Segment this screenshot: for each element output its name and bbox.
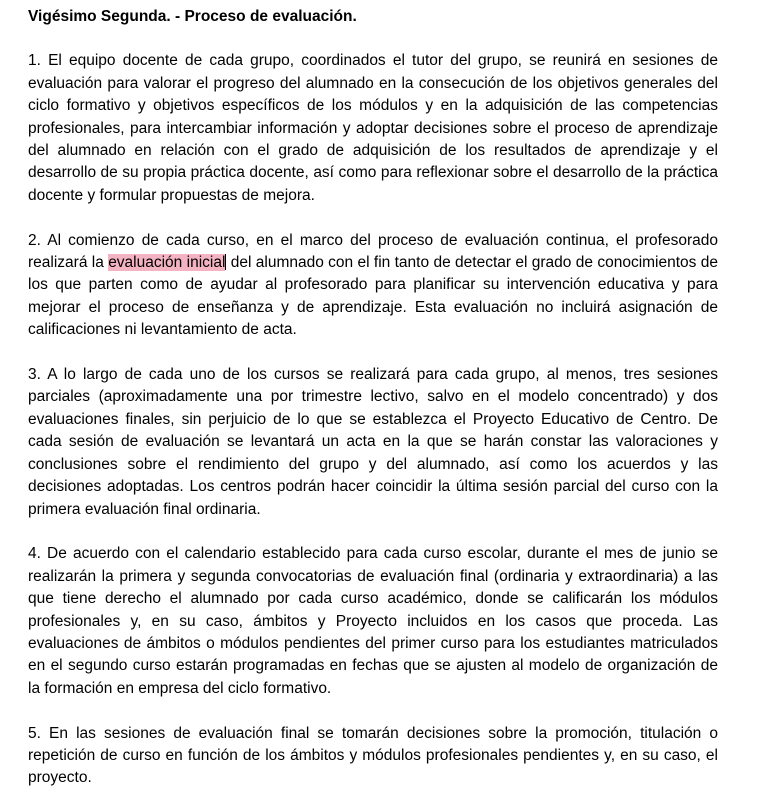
paragraph-1[interactable]: 1. El equipo docente de cada grupo, coordinados el tutor del grupo, se reunirá en sesiones de evaluación para valorar el progreso del alumnado en la consecución de los objetivos generales del ciclo formativo y objetivos específicos de los módulos y en la adquisición de las competencias profesionales, para intercambiar información y adoptar decisiones sobre el proceso de aprendizaje del alumnado en relación con el grado de adquisición de los resultados de aprendizaje y el desarrollo de su propia práctica docente, así como para reflexionar sobre el desarrollo de la práctica docente y formular propuestas de mejora. bbox=[28, 52, 718, 204]
document-title: Vigésimo Segunda. - Proceso de evaluación. bbox=[28, 8, 357, 25]
paragraph-2[interactable] bbox=[28, 230, 718, 342]
paragraph-3[interactable]: 3. A lo largo de cada uno de los cursos se realizará para cada grupo, al menos, tres sesiones parciales (aproximadamente una por trimestre lectivo, salvo en el modelo concentrado) y dos evaluaciones finales, sin perjuicio de lo que se establezca el Proyecto Educativo de Centro. De cada sesión de evaluación se levantará un acta en la que se harán constar las valoraciones y conclusiones sobre el rendimiento del grupo y del alumnado, así como los acuerdos y las decisiones adoptadas. Los centros podrán hacer coincidir la última sesión parcial del curso con la primera evaluación final ordinaria. bbox=[28, 366, 718, 518]
paragraph-2-after: del alumnado con el fin tanto de detectar el grado de conocimientos de los que parten como de ayudar al profesorado para planificar su intervención educativa y para mejorar el proceso de enseñanza y de aprendizaje. Esta evaluación no incluirá asignación de calificaciones ni levantamiento de acta. bbox=[28, 254, 718, 339]
document-body bbox=[28, 6, 718, 812]
paragraph-5[interactable]: 5. En las sesiones de evaluación final se tomarán decisiones sobre la promoción, titulación o repetición de curso en función de los ámbitos y módulos profesionales pendientes y, en su caso, el proyecto. bbox=[28, 724, 718, 787]
paragraph-2-before: 2. Al comienzo de cada curso, en el marco del proceso de evaluación continua, el profesorado realizará la bbox=[28, 231, 718, 272]
paragraph-4[interactable]: 4. De acuerdo con el calendario establecido para cada curso escolar, durante el mes de junio se realizarán la primera y segunda convocatorias de evaluación final (ordinaria y extraordinaria) a las que tiene derecho el alumnado por cada curso académico, donde se calificarán los módulos profesionales y, en su caso, ámbitos y Proyecto incluidos en los casos que proceda. Las evaluaciones de ámbitos o módulos pendientes del primer curso para los estudiantes matriculados en el segundo curso estarán programadas en fechas que se ajusten al modelo de organización de la formación en empresa del ciclo formativo. bbox=[28, 545, 718, 697]
selected-text-highlight[interactable]: evaluación inicial bbox=[108, 254, 226, 272]
